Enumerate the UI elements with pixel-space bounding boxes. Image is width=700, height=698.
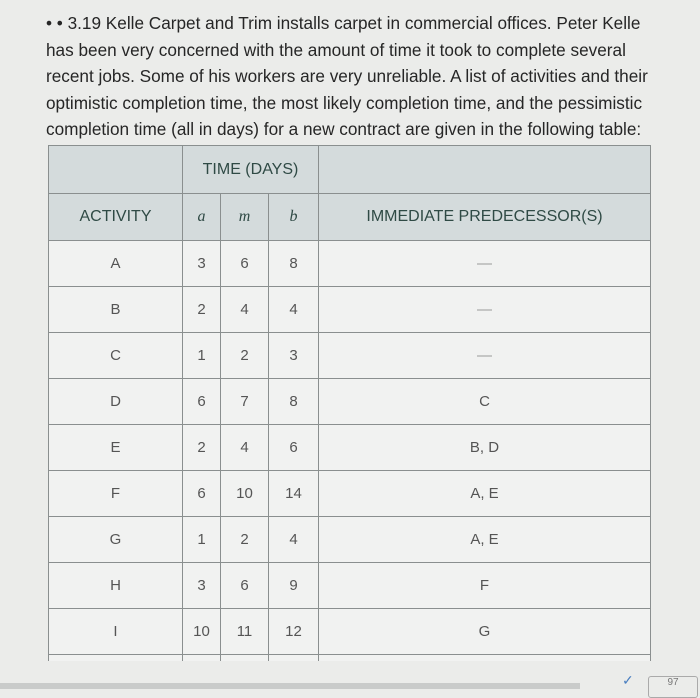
a-cell: 2 xyxy=(183,287,221,333)
time-days-header: TIME (DAYS) xyxy=(183,146,319,194)
table-row xyxy=(49,241,651,287)
m-cell: 2 xyxy=(221,517,269,563)
a-cell: 2 xyxy=(183,425,221,471)
activity-cell: A xyxy=(49,241,183,287)
a-cell: 6 xyxy=(183,471,221,517)
header-blank xyxy=(49,146,183,194)
a-cell: 1 xyxy=(183,517,221,563)
b-cell: 3 xyxy=(269,333,319,379)
table-row xyxy=(49,609,651,655)
table-row xyxy=(49,517,651,563)
predecessor-cell: G xyxy=(319,609,651,655)
m-cell: 2 xyxy=(221,333,269,379)
predecessor-cell: B, D xyxy=(319,425,651,471)
m-cell: 6 xyxy=(221,241,269,287)
activity-cell: C xyxy=(49,333,183,379)
activity-table xyxy=(48,145,651,661)
predecessor-header: IMMEDIATE PREDECESSOR(S) xyxy=(319,194,651,241)
predecessor-cell: — xyxy=(319,333,651,379)
m-header: m xyxy=(221,194,269,241)
b-cell: 6 xyxy=(269,425,319,471)
predecessor-cell: — xyxy=(319,241,651,287)
scrollbar[interactable] xyxy=(0,683,580,689)
b-header: b xyxy=(269,194,319,241)
a-cell: 3 xyxy=(183,563,221,609)
table-row xyxy=(49,333,651,379)
check-icon: ✓ xyxy=(622,672,634,688)
b-cell: 4 xyxy=(269,287,319,333)
m-cell: 7 xyxy=(221,379,269,425)
b-cell: 9 xyxy=(269,563,319,609)
activity-cell: G xyxy=(49,517,183,563)
a-header: a xyxy=(183,194,221,241)
table-row xyxy=(49,471,651,517)
table-row xyxy=(49,287,651,333)
a-cell: 1 xyxy=(183,333,221,379)
m-cell: 11 xyxy=(221,609,269,655)
table-row xyxy=(49,563,651,609)
predecessor-cell: A, E xyxy=(319,471,651,517)
activity-cell: B xyxy=(49,287,183,333)
b-cell: 8 xyxy=(269,241,319,287)
m-cell: 4 xyxy=(221,287,269,333)
b-cell: 4 xyxy=(269,517,319,563)
b-cell: 8 xyxy=(269,379,319,425)
predecessor-cell: C xyxy=(319,379,651,425)
a-cell: 3 xyxy=(183,241,221,287)
a-cell: 6 xyxy=(183,379,221,425)
m-cell: 10 xyxy=(221,471,269,517)
b-cell: 14 xyxy=(269,471,319,517)
table-row xyxy=(49,425,651,471)
problem-text: • • 3.19 Kelle Carpet and Trim installs carpet in commercial offices. Peter Kelle has been very concerned with the amount of time it took to complete several recent jobs. Some of his workers are very unreliable. A list of activities and their optimistic completion time, the most likely completion time, and the pessimistic completion time (all in days) for a new contract are given in the following table: xyxy=(46,13,648,140)
activity-cell: E xyxy=(49,425,183,471)
predecessor-cell: A, E xyxy=(319,517,651,563)
activity-cell: F xyxy=(49,471,183,517)
page-number: 97 xyxy=(648,676,698,698)
m-cell: 6 xyxy=(221,563,269,609)
a-cell: 10 xyxy=(183,609,221,655)
header-blank xyxy=(319,146,651,194)
table-row xyxy=(49,379,651,425)
predecessor-cell: — xyxy=(319,287,651,333)
activity-cell: H xyxy=(49,563,183,609)
activity-cell: I xyxy=(49,609,183,655)
predecessor-cell: F xyxy=(319,563,651,609)
b-cell: 12 xyxy=(269,609,319,655)
m-cell: 4 xyxy=(221,425,269,471)
activity-cell: D xyxy=(49,379,183,425)
activity-header: ACTIVITY xyxy=(49,194,183,241)
